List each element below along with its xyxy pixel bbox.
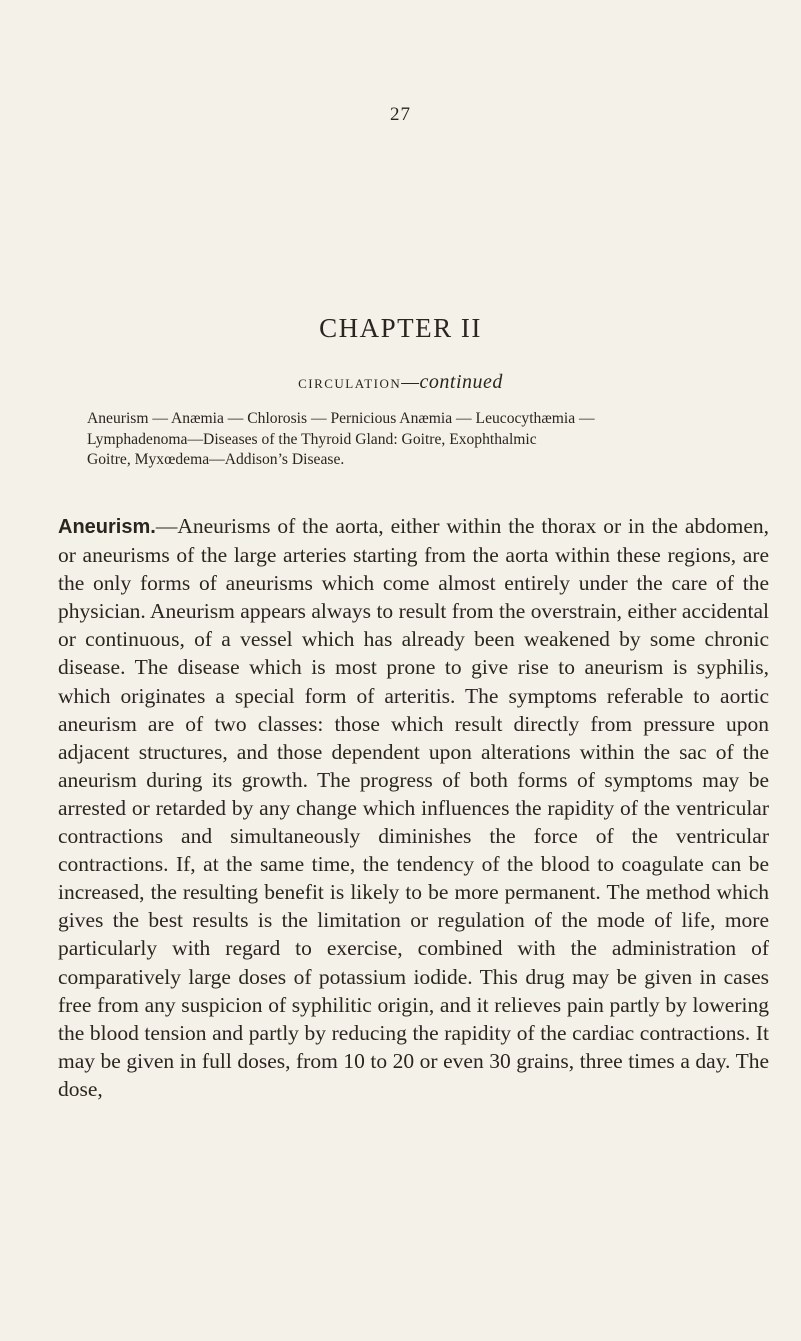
- synopsis-line: Aneurism — Anæmia — Chlorosis — Pernicious Anæmia — Leucocythæmia —: [87, 410, 595, 427]
- synopsis-line: Lymphadenoma—Diseases of the Thyroid Gland: Goitre, Exophthalmic: [87, 430, 537, 448]
- synopsis-line: Goitre, Myxœdema—Addison’s Disease.: [87, 451, 345, 468]
- chapter-subtitle-main: circulation: [298, 372, 402, 393]
- chapter-title: CHAPTER II: [319, 313, 482, 343]
- section-heading: Aneurism.: [58, 516, 156, 538]
- chapter-synopsis: [87, 409, 775, 471]
- chapter-subtitle: [0, 371, 801, 394]
- section-paragraph: —Aneurisms of the aorta, either within the thorax or in the abdomen, or aneurisms of the large arteries starting from the aorta within these regions, are the only forms of aneurisms which come almost entirely under the care of the physician. Aneurism appears always to result from the overstrain, either accidental or continuous, of a vessel which has already been weakened by some chronic disease. The disease which is most prone to give rise to aneurism is syphilis, which originates a special form of arteritis. The symptoms referable to aortic aneurism are of two classes: those which result directly from pressure upon adjacent structures, and those dependent upon alterations within the sac of the aneurism during its growth. The progress of both forms of symptoms may be arrested or retarded by any change which influences the rapidity of the ventricular contractions and simultaneously diminishes the force of the ventricular contractions. If, at the same time, the tendency of the blood to coagulate can be increased, the resulting benefit is likely to be more permanent. The method which gives the best results is the limitation or regulation of the mode of life, more particularly with regard to exercise, combined with the administration of comparatively large doses of potassium iodide. This drug may be given in cases free from any suspicion of syphilitic origin, and it relieves pain partly by lowering the blood tension and partly by reducing the rapidity of the cardiac contractions. It may be given in full doses, from 10 to 20 or even 30 grains, three times a day. The dose,: [58, 514, 769, 1101]
- section-aneurism: [58, 512, 769, 1103]
- page-number: 27: [390, 104, 411, 125]
- chapter-subtitle-continued: —continued: [401, 371, 503, 393]
